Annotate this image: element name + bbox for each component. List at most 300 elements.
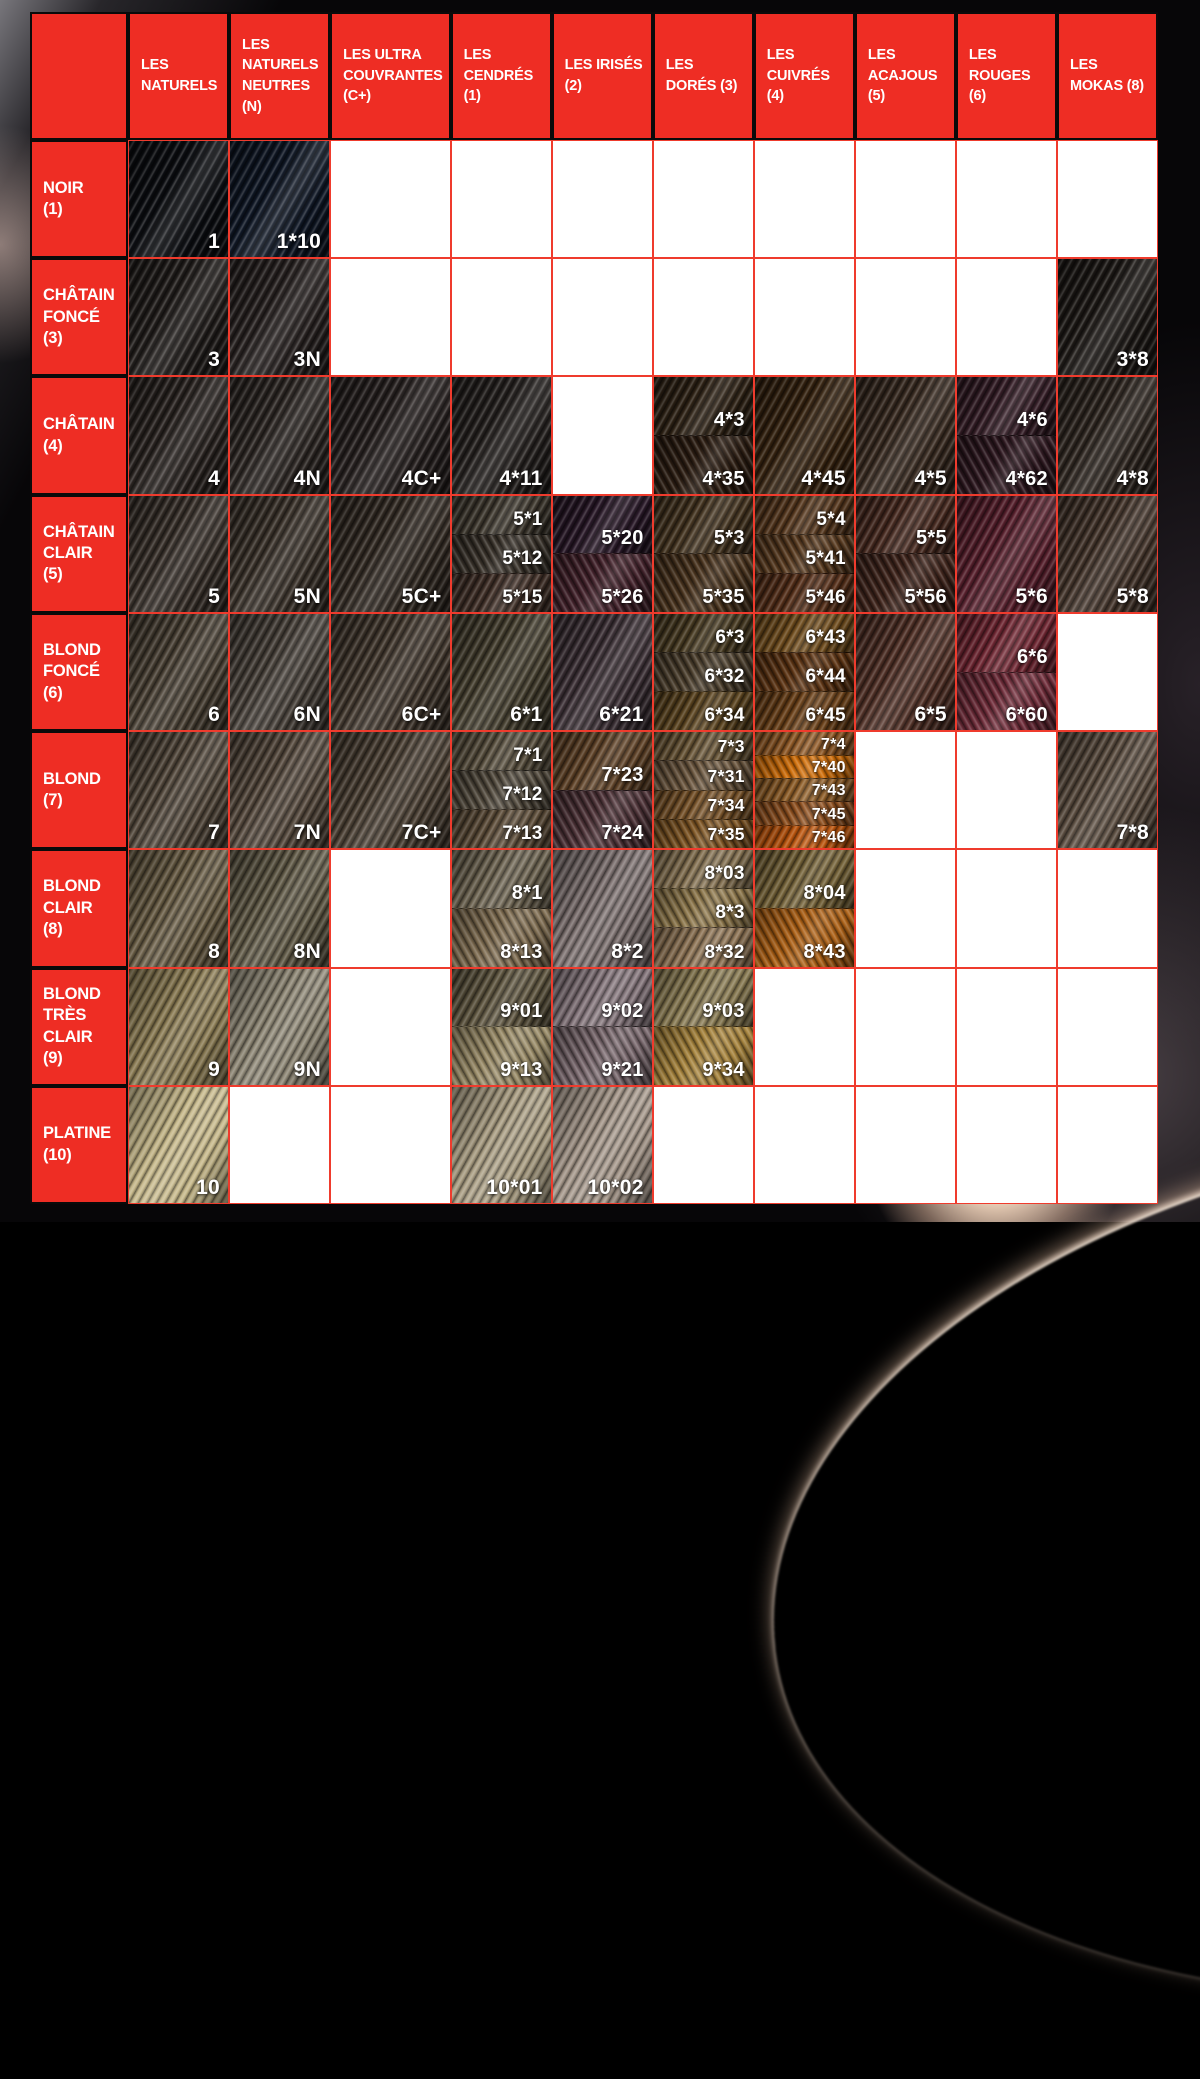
- swatch-6*3: [654, 614, 753, 652]
- swatch-8*32: [654, 927, 753, 966]
- empty-cell: [451, 258, 552, 376]
- swatch-code: 7*34: [707, 795, 745, 816]
- swatch-4*11: [452, 377, 551, 493]
- shade-cell: [128, 495, 229, 613]
- swatch-code: 7C+: [401, 821, 442, 845]
- shade-cell: [128, 849, 229, 967]
- swatch-code: 7*45: [811, 805, 846, 823]
- swatch-code: 6*32: [704, 666, 745, 688]
- shade-cell: [653, 495, 754, 613]
- swatch-code: 5: [208, 584, 221, 608]
- empty-cell: [855, 1086, 956, 1204]
- column-header-les-dores-3: [653, 12, 754, 140]
- swatch-code: 5*3: [713, 527, 745, 550]
- swatch-5*3: [654, 496, 753, 554]
- swatch-7*45: [755, 801, 854, 824]
- swatch-5*46: [755, 573, 854, 612]
- swatch-5*1: [452, 496, 551, 534]
- shade-cell: [552, 613, 653, 731]
- swatch-code: 4*35: [702, 467, 745, 490]
- shade-cell: [229, 968, 330, 1086]
- shade-cell: [330, 613, 451, 731]
- shade-cell: [451, 613, 552, 731]
- swatch-code: 8*03: [704, 863, 745, 885]
- row-label-platine: [30, 1086, 128, 1204]
- column-header-les-ultra-couvrantes-c: [330, 12, 451, 140]
- shade-cell: [754, 849, 855, 967]
- corner-cell: [30, 12, 128, 140]
- swatch-code: 6N: [293, 703, 322, 727]
- swatch-code: 5*20: [601, 527, 644, 550]
- swatch-9*34: [654, 1026, 753, 1085]
- swatch-code: 5*15: [502, 586, 543, 608]
- swatch-code: 6*1: [510, 703, 543, 727]
- swatch-4*35: [654, 435, 753, 494]
- swatch-6*45: [755, 691, 854, 730]
- swatch-code: 7: [208, 821, 221, 845]
- row-label-text: CHÂTAIN FONCÉ: [43, 286, 115, 326]
- empty-cell: [1057, 849, 1158, 967]
- shade-cell: [229, 613, 330, 731]
- swatch-code: 7*1: [513, 745, 543, 767]
- row-label-number: (8): [43, 920, 63, 939]
- swatch-code: 5*8: [1116, 584, 1149, 608]
- swatch-code: 9: [208, 1057, 221, 1081]
- swatch-8*3: [654, 888, 753, 927]
- swatch-4C+: [331, 377, 450, 493]
- empty-cell: [330, 849, 451, 967]
- shade-cell: [128, 731, 229, 849]
- swatch-code: 8*32: [704, 941, 745, 963]
- swatch-9*01: [452, 969, 551, 1027]
- swatch-code: 5C+: [401, 584, 442, 608]
- shade-cell: [128, 140, 229, 258]
- swatch-code: 7*13: [502, 823, 543, 845]
- swatch-code: 9*01: [500, 1000, 543, 1023]
- swatch-9: [129, 969, 228, 1085]
- column-header-les-acajous-5: [855, 12, 956, 140]
- swatch-code: 8*04: [803, 881, 846, 904]
- swatch-7C+: [331, 732, 450, 848]
- swatch-code: 3: [208, 348, 221, 372]
- swatch-code: 4*62: [1005, 467, 1048, 490]
- swatch-9*13: [452, 1026, 551, 1085]
- shade-cell: [451, 849, 552, 967]
- empty-cell: [855, 140, 956, 258]
- shade-cell: [229, 258, 330, 376]
- shade-cell: [653, 968, 754, 1086]
- swatch-code: 7*3: [717, 736, 745, 757]
- shade-cell: [956, 613, 1057, 731]
- swatch-7*1: [452, 732, 551, 770]
- empty-cell: [451, 140, 552, 258]
- shade-cell: [229, 731, 330, 849]
- swatch-5*56: [856, 553, 955, 612]
- swatch-code: 8*13: [500, 940, 543, 963]
- swatch-3: [129, 259, 228, 375]
- swatch-code: 7N: [293, 821, 322, 845]
- row-label-number: (6): [43, 683, 63, 702]
- shade-cell: [128, 258, 229, 376]
- shade-cell: [128, 613, 229, 731]
- empty-cell: [1057, 1086, 1158, 1204]
- shade-cell: [128, 968, 229, 1086]
- row-label-blond-fonce: [30, 613, 128, 731]
- swatch-9N: [230, 969, 329, 1085]
- swatch-8N: [230, 850, 329, 966]
- swatch-code: 4C+: [401, 466, 442, 490]
- swatch-6*34: [654, 691, 753, 730]
- shade-cell: [451, 731, 552, 849]
- swatch-7*40: [755, 755, 854, 778]
- row-label-text: CHÂTAIN CLAIR: [43, 522, 115, 563]
- row-label-chatain: [30, 376, 128, 494]
- shade-cell: [754, 613, 855, 731]
- row-label-chatain-clair: [30, 495, 128, 613]
- swatch-7*8: [1058, 732, 1157, 848]
- empty-cell: [855, 258, 956, 376]
- shade-cell: [229, 140, 330, 258]
- shade-cell: [128, 376, 229, 494]
- swatch-5C+: [331, 496, 450, 612]
- swatch-code: 9*03: [702, 1000, 745, 1023]
- swatch-8*03: [654, 850, 753, 888]
- row-label-blond-clair: [30, 849, 128, 967]
- empty-cell: [754, 968, 855, 1086]
- shade-cell: [855, 495, 956, 613]
- row-label-number: (5): [43, 565, 63, 584]
- swatch-code: 9*21: [601, 1058, 644, 1081]
- swatch-code: 7*4: [820, 735, 846, 753]
- swatch-8*13: [452, 908, 551, 967]
- swatch-code: 10*02: [587, 1175, 644, 1199]
- swatch-8*43: [755, 908, 854, 967]
- swatch-code: 5*46: [805, 586, 846, 608]
- swatch-8*1: [452, 850, 551, 908]
- swatch-8: [129, 850, 228, 966]
- shade-cell: [330, 495, 451, 613]
- swatch-code: 8*43: [803, 940, 846, 963]
- row-label-number: (9): [43, 1049, 63, 1068]
- swatch-4*8: [1058, 377, 1157, 493]
- shade-cell: [754, 376, 855, 494]
- column-header-label: LES ACAJOUS (5): [867, 47, 938, 105]
- shade-cell: [229, 849, 330, 967]
- column-header-label: LES DORÉS (3): [665, 57, 738, 94]
- swatch-5*5: [856, 496, 955, 554]
- swatch-7*3: [654, 732, 753, 760]
- row-label-number: (10): [43, 1145, 72, 1164]
- swatch-code: 7*35: [707, 824, 745, 845]
- swatch-6*6: [957, 614, 1056, 672]
- row-label-text: PLATINE: [43, 1124, 111, 1143]
- column-header-les-naturels: [128, 12, 229, 140]
- empty-cell: [552, 140, 653, 258]
- empty-cell: [754, 140, 855, 258]
- shade-cell: [1057, 376, 1158, 494]
- swatch-code: 4*5: [914, 466, 947, 490]
- empty-cell: [653, 1086, 754, 1204]
- swatch-code: 6*44: [805, 666, 846, 688]
- swatch-5*15: [452, 573, 551, 612]
- swatch-code: 7*31: [707, 765, 745, 786]
- swatch-3*8: [1058, 259, 1157, 375]
- swatch-code: 7*40: [811, 758, 846, 776]
- row-label-number: (7): [43, 791, 63, 810]
- shade-cell: [229, 495, 330, 613]
- swatch-code: 6*34: [704, 705, 745, 727]
- shade-cell: [128, 1086, 229, 1204]
- empty-cell: [754, 258, 855, 376]
- shade-cell: [552, 968, 653, 1086]
- shade-cell: [451, 1086, 552, 1204]
- empty-cell: [229, 1086, 330, 1204]
- swatch-code: 8*2: [611, 939, 644, 963]
- swatch-code: 3*8: [1116, 348, 1149, 372]
- empty-cell: [956, 731, 1057, 849]
- row-label-text: CHÂTAIN: [43, 415, 115, 434]
- row-label-text: BLOND CLAIR: [43, 877, 101, 917]
- swatch-code: 1*10: [276, 230, 322, 254]
- swatch-4*3: [654, 377, 753, 435]
- shade-cell: [451, 968, 552, 1086]
- swatch-7: [129, 732, 228, 848]
- swatch-1*10: [230, 141, 329, 257]
- swatch-6C+: [331, 614, 450, 730]
- column-header-les-mokas-8: [1057, 12, 1158, 140]
- shade-cell: [451, 376, 552, 494]
- column-header-label: LES ULTRA COUVRANTES (C+): [343, 47, 443, 105]
- swatch-code: 8: [208, 939, 221, 963]
- empty-cell: [956, 258, 1057, 376]
- swatch-6N: [230, 614, 329, 730]
- swatch-code: 6*3: [715, 626, 745, 648]
- shade-cell: [1057, 495, 1158, 613]
- swatch-code: 8N: [293, 939, 322, 963]
- shade-cell: [552, 495, 653, 613]
- swatch-6*43: [755, 614, 854, 652]
- swatch-code: 5*5: [915, 527, 947, 550]
- swatch-code: 9N: [293, 1057, 322, 1081]
- column-header-les-cendres-1: [451, 12, 552, 140]
- swatch-code: 7*46: [811, 829, 846, 847]
- swatch-code: 9*02: [601, 1000, 644, 1023]
- swatch-code: 5*41: [805, 547, 846, 569]
- empty-cell: [855, 731, 956, 849]
- shade-cell: [754, 731, 855, 849]
- swatch-code: 5*1: [513, 508, 543, 530]
- swatch-code: 6*60: [1005, 704, 1048, 727]
- row-label-blond: [30, 731, 128, 849]
- empty-cell: [1057, 140, 1158, 258]
- swatch-code: 4*6: [1017, 409, 1048, 432]
- swatch-6*21: [553, 614, 652, 730]
- swatch-10*02: [553, 1087, 652, 1203]
- swatch-code: 5N: [293, 584, 322, 608]
- swatch-code: 4N: [293, 466, 322, 490]
- hair-color-chart-table: [30, 12, 1158, 1204]
- shade-cell: [855, 376, 956, 494]
- swatch-4*5: [856, 377, 955, 493]
- swatch-7*23: [553, 732, 652, 790]
- swatch-10: [129, 1087, 228, 1203]
- swatch-4*45: [755, 377, 854, 493]
- swatch-code: 7*24: [601, 822, 644, 845]
- shade-cell: [653, 849, 754, 967]
- swatch-code: 10*01: [486, 1175, 543, 1199]
- empty-cell: [552, 258, 653, 376]
- swatch-7*31: [654, 760, 753, 789]
- swatch-code: 5*56: [904, 585, 947, 608]
- row-label-number: (3): [43, 329, 63, 348]
- swatch-code: 7*43: [811, 782, 846, 800]
- empty-cell: [855, 968, 956, 1086]
- swatch-9*21: [553, 1026, 652, 1085]
- empty-cell: [956, 1086, 1057, 1204]
- empty-cell: [1057, 613, 1158, 731]
- swatch-9*02: [553, 969, 652, 1027]
- swatch-4*6: [957, 377, 1056, 435]
- swatch-code: 5*6: [1015, 584, 1048, 608]
- swatch-6: [129, 614, 228, 730]
- column-header-label: LES NATURELS NEUTRES (N): [242, 36, 319, 115]
- column-header-les-irises-2: [552, 12, 653, 140]
- swatch-10*01: [452, 1087, 551, 1203]
- column-header-les-cuivres-4: [754, 12, 855, 140]
- shade-cell: [653, 376, 754, 494]
- swatch-6*32: [654, 652, 753, 691]
- swatch-code: 4*45: [801, 466, 846, 490]
- swatch-6*60: [957, 672, 1056, 731]
- column-header-label: LES CENDRÉS (1): [463, 47, 534, 105]
- swatch-code: 6C+: [401, 703, 442, 727]
- swatch-code: 7*23: [601, 763, 644, 786]
- swatch-7*4: [755, 732, 854, 754]
- swatch-code: 3N: [293, 348, 322, 372]
- swatch-7*13: [452, 809, 551, 848]
- row-label-number: (1): [43, 200, 63, 219]
- row-label-number: (4): [43, 436, 63, 455]
- column-header-les-naturels-neutres-n: [229, 12, 330, 140]
- column-header-les-rouges-6: [956, 12, 1057, 140]
- row-label-blond-tres-clair: [30, 968, 128, 1086]
- shade-cell: [1057, 731, 1158, 849]
- swatch-code: 4*3: [713, 409, 745, 432]
- swatch-4*62: [957, 435, 1056, 494]
- swatch-code: 7*8: [1116, 821, 1149, 845]
- swatch-code: 5*26: [601, 585, 644, 608]
- swatch-5N: [230, 496, 329, 612]
- swatch-7N: [230, 732, 329, 848]
- empty-cell: [956, 968, 1057, 1086]
- row-label-text: NOIR: [43, 178, 84, 197]
- row-label-chatain-fonce: [30, 258, 128, 376]
- swatch-6*44: [755, 652, 854, 691]
- swatch-code: 4: [208, 466, 221, 490]
- swatch-8*2: [553, 850, 652, 966]
- swatch-7*35: [654, 819, 753, 848]
- empty-cell: [653, 140, 754, 258]
- empty-cell: [1057, 968, 1158, 1086]
- swatch-5*12: [452, 534, 551, 573]
- swatch-5*20: [553, 496, 652, 554]
- empty-cell: [330, 258, 451, 376]
- swatch-code: 1: [208, 230, 221, 254]
- swatch-9*03: [654, 969, 753, 1027]
- empty-cell: [754, 1086, 855, 1204]
- empty-cell: [956, 140, 1057, 258]
- column-header-label: LES ROUGES (6): [968, 47, 1031, 105]
- shade-cell: [1057, 258, 1158, 376]
- swatch-code: 8*1: [511, 881, 543, 904]
- swatch-7*12: [452, 770, 551, 809]
- shade-cell: [956, 376, 1057, 494]
- swatch-3N: [230, 259, 329, 375]
- shade-cell: [653, 731, 754, 849]
- shade-cell: [855, 613, 956, 731]
- swatch-code: 4*8: [1116, 466, 1149, 490]
- swatch-code: 9*34: [702, 1058, 745, 1081]
- swatch-8*04: [755, 850, 854, 908]
- swatch-code: 6: [208, 703, 221, 727]
- swatch-5*8: [1058, 496, 1157, 612]
- shade-cell: [552, 849, 653, 967]
- swatch-7*24: [553, 790, 652, 849]
- shade-cell: [552, 1086, 653, 1204]
- row-label-noir: [30, 140, 128, 258]
- shade-cell: [451, 495, 552, 613]
- swatch-6*1: [452, 614, 551, 730]
- swatch-code: 7*12: [502, 784, 543, 806]
- shade-cell: [653, 613, 754, 731]
- empty-cell: [330, 1086, 451, 1204]
- swatch-5*35: [654, 553, 753, 612]
- empty-cell: [855, 849, 956, 967]
- swatch-5: [129, 496, 228, 612]
- swatch-code: 5*35: [702, 585, 745, 608]
- column-header-label: LES NATURELS: [141, 57, 218, 94]
- swatch-6*5: [856, 614, 955, 730]
- empty-cell: [330, 140, 451, 258]
- row-label-text: BLOND: [43, 769, 101, 788]
- empty-cell: [330, 968, 451, 1086]
- row-label-text: BLOND TRÈS CLAIR: [43, 984, 101, 1046]
- swatch-code: 10: [196, 1175, 221, 1199]
- swatch-5*26: [553, 553, 652, 612]
- swatch-7*46: [755, 825, 854, 848]
- column-header-label: LES CUIVRÉS (4): [766, 47, 830, 105]
- swatch-code: 5*12: [502, 547, 543, 569]
- shade-cell: [330, 376, 451, 494]
- swatch-code: 8*3: [715, 902, 745, 924]
- swatch-4: [129, 377, 228, 493]
- swatch-5*41: [755, 534, 854, 573]
- swatch-code: 5*4: [816, 508, 846, 530]
- shade-cell: [956, 495, 1057, 613]
- shade-cell: [754, 495, 855, 613]
- swatch-code: 6*43: [805, 626, 846, 648]
- swatch-code: 9*13: [500, 1058, 543, 1081]
- column-header-label: LES MOKAS (8): [1069, 57, 1144, 94]
- shade-cell: [552, 731, 653, 849]
- swatch-code: 6*21: [599, 703, 644, 727]
- empty-cell: [653, 258, 754, 376]
- empty-cell: [956, 849, 1057, 967]
- swatch-code: 6*6: [1017, 645, 1048, 668]
- swatch-code: 6*45: [805, 705, 846, 727]
- shade-cell: [229, 376, 330, 494]
- swatch-4N: [230, 377, 329, 493]
